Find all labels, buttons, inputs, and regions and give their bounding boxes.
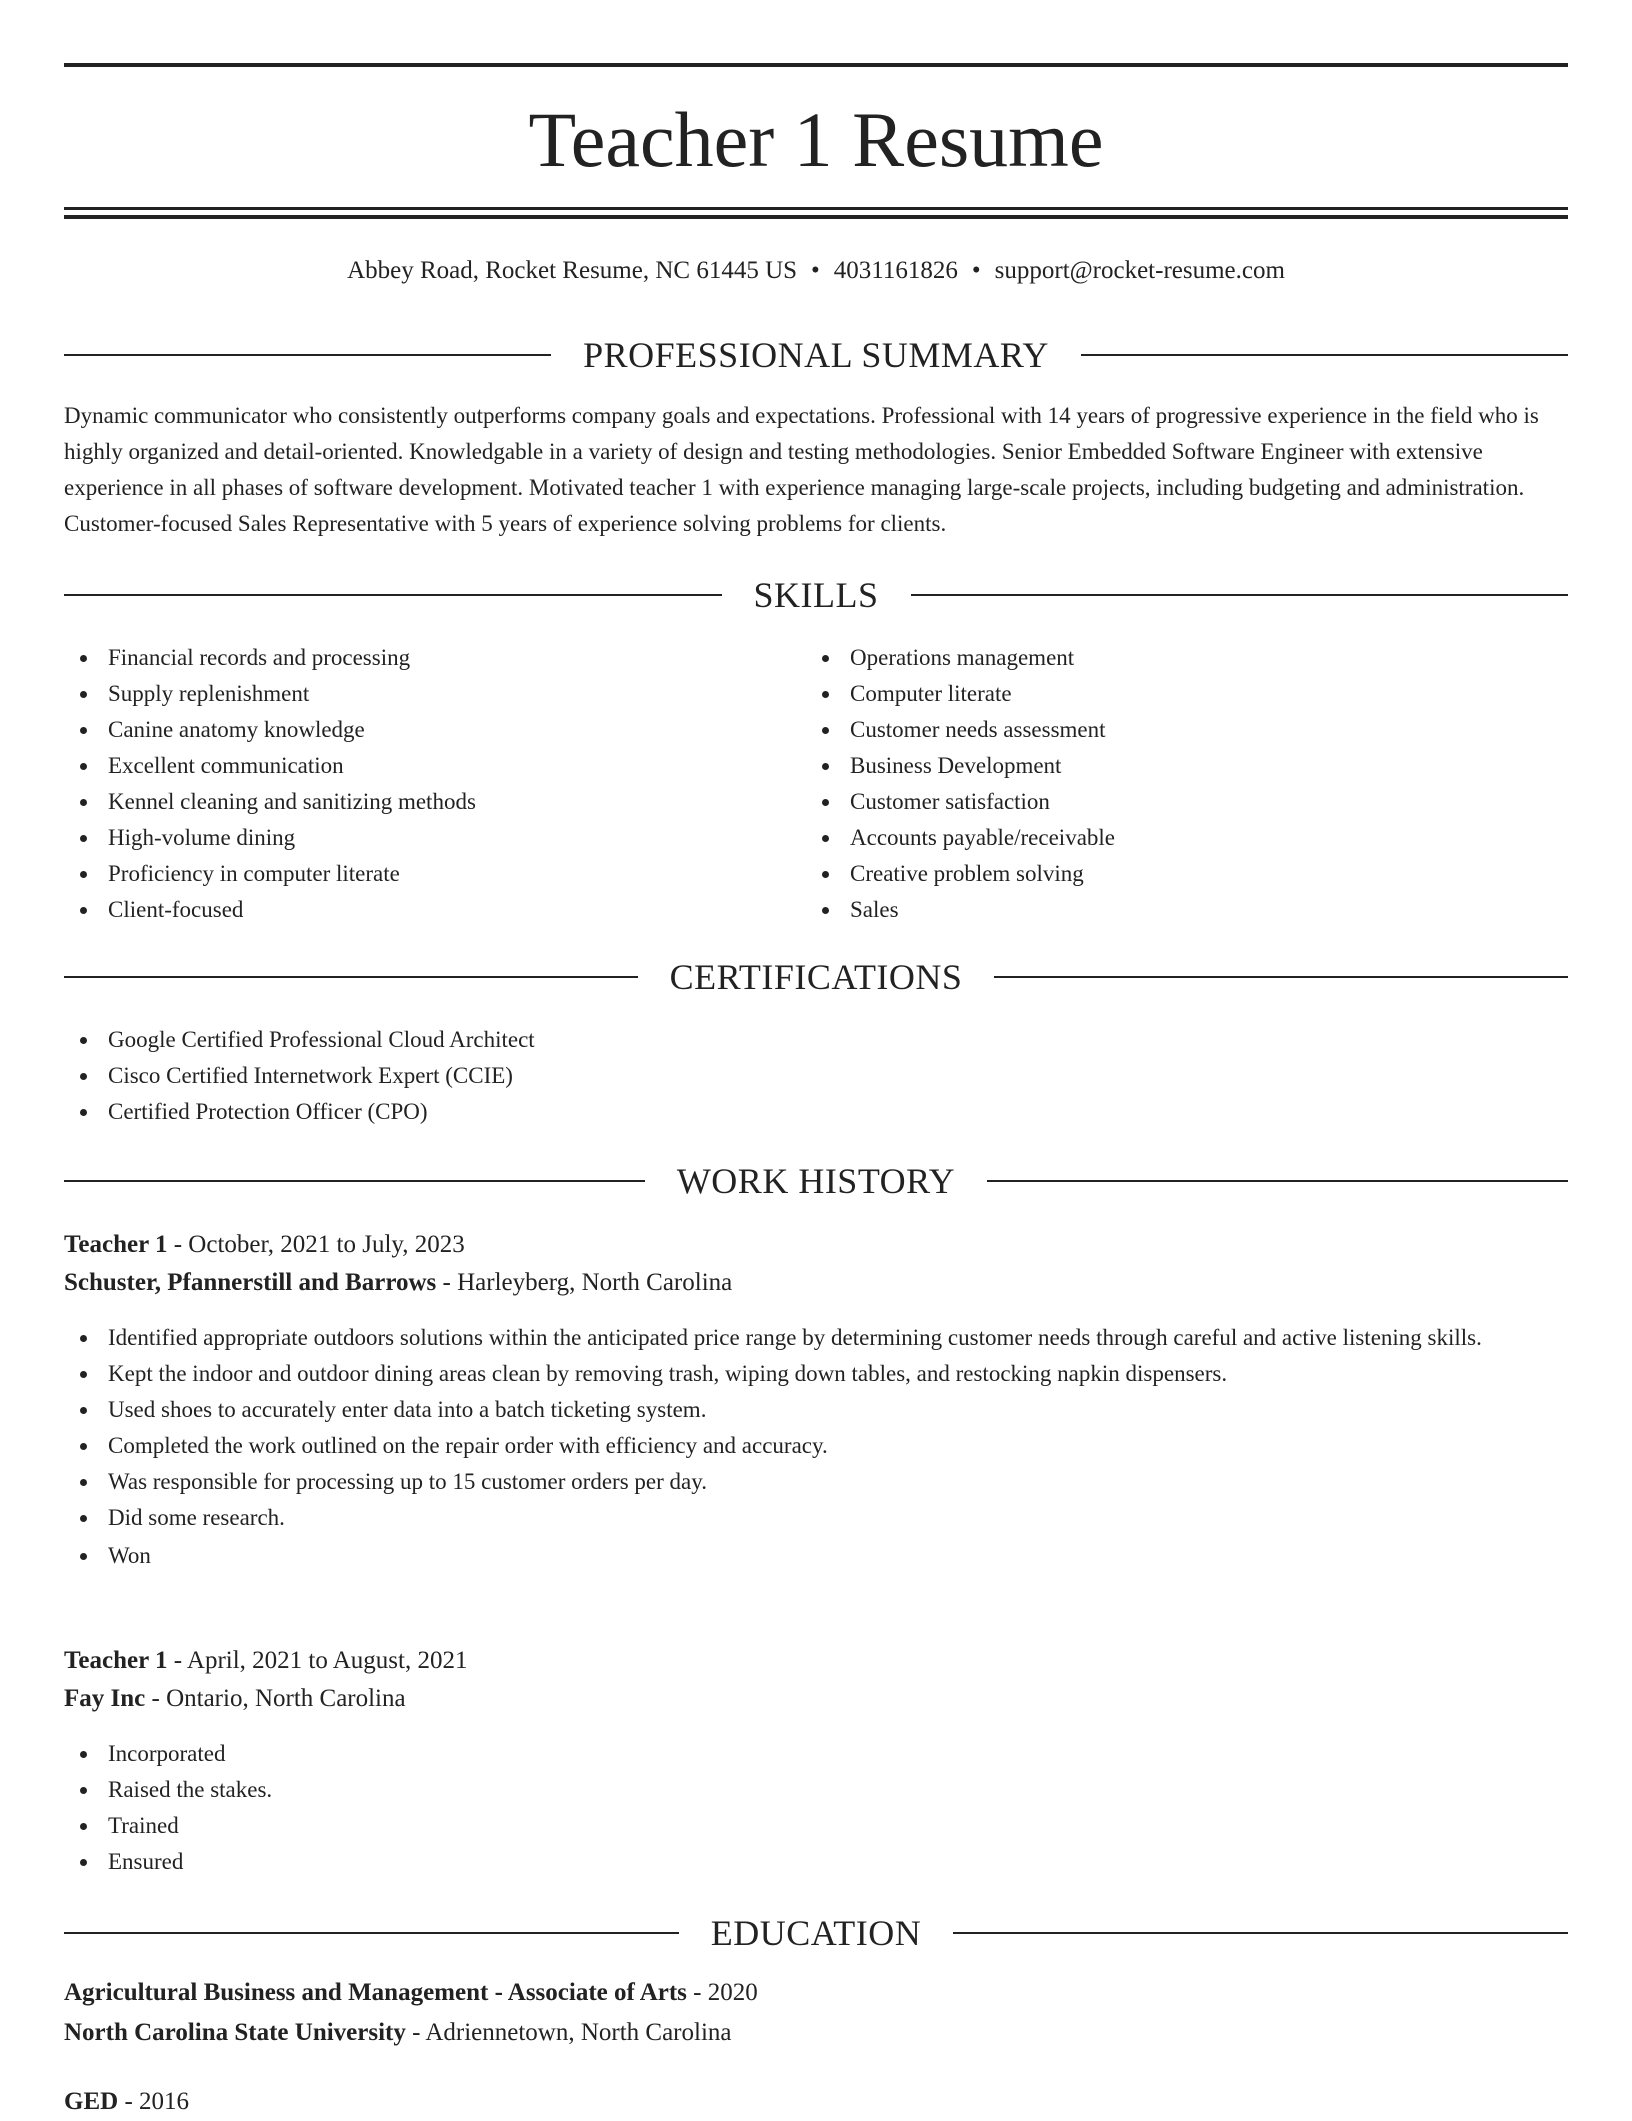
section-title: WORK HISTORY [676, 1161, 956, 1201]
heading-rule [64, 1932, 679, 1934]
job-location: - Harleyberg, North Carolina [436, 1269, 733, 1296]
education-year: - 2020 [686, 1979, 758, 2006]
job-bullet: Did some research. [64, 1500, 1568, 1536]
skill-item: Creative problem solving [806, 856, 1546, 892]
skill-item: High-volume dining [64, 820, 804, 856]
job-title-line [64, 1226, 1568, 1264]
education-school-line [64, 2014, 1568, 2052]
title-rule-lower [64, 215, 1568, 219]
skill-item: Excellent communication [64, 748, 804, 784]
job-bullet: Won [64, 1538, 1568, 1574]
job-bullets [64, 1320, 1568, 1574]
skill-item: Kennel cleaning and sanitizing methods [64, 784, 804, 820]
skill-item: Financial records and processing [64, 640, 804, 676]
certifications-list [64, 1022, 1568, 1130]
heading-rule [987, 1180, 1568, 1182]
skill-item: Supply replenishment [64, 676, 804, 712]
contact-email[interactable]: support@rocket-resume.com [994, 257, 1285, 284]
skill-item: Business Development [806, 748, 1546, 784]
contact-phone[interactable]: 4031161826 [833, 257, 958, 284]
heading-rule [994, 976, 1568, 978]
skill-item: Computer literate [806, 676, 1546, 712]
job-bullet: Ensured [64, 1844, 1568, 1880]
job-bullet: Kept the indoor and outdoor dining areas clean by removing trash, wiping down tables, and restocking napkin dispensers. [64, 1356, 1568, 1392]
job-company: Schuster, Pfannerstill and Barrows [64, 1269, 437, 1296]
certification-item: Google Certified Professional Cloud Architect [64, 1022, 1568, 1058]
heading-rule [64, 1180, 645, 1182]
job-bullet: Identified appropriate outdoors solutions within the anticipated price range by determining customer needs through careful and active listening skills. [64, 1320, 1568, 1356]
education-location: - Adriennetown, North Carolina [405, 2019, 732, 2046]
skills-list-right [806, 640, 1546, 928]
education-degree: GED [64, 2088, 119, 2115]
job-dates: - April, 2021 to August, 2021 [167, 1647, 468, 1674]
education-degree-line [64, 1974, 1568, 2012]
heading-rule [1081, 354, 1568, 356]
heading-rule [953, 1932, 1568, 1934]
education-year: - 2016 [118, 2088, 190, 2115]
job-bullet: Trained [64, 1808, 1568, 1844]
skill-item: Proficiency in computer literate [64, 856, 804, 892]
job-company-line [64, 1264, 1568, 1302]
heading-rule [64, 354, 551, 356]
education-degree-line [64, 2083, 1568, 2121]
contact-line [64, 253, 1568, 289]
heading-rule [911, 594, 1569, 596]
heading-rule [64, 594, 722, 596]
job-bullet: Incorporated [64, 1736, 1568, 1772]
section-title: CERTIFICATIONS [669, 957, 963, 997]
section-heading-work-history [64, 1159, 1568, 1203]
heading-rule [64, 976, 638, 978]
skill-item: Accounts payable/receivable [806, 820, 1546, 856]
education-degree: Agricultural Business and Management - Associate of Arts [64, 1979, 687, 2006]
contact-separator: • [971, 257, 981, 284]
job-bullet: Raised the stakes. [64, 1772, 1568, 1808]
section-title: PROFESSIONAL SUMMARY [583, 335, 1049, 375]
certification-item: Cisco Certified Internetwork Expert (CCIE) [64, 1058, 1568, 1094]
section-heading-skills [64, 573, 1568, 617]
skill-item: Customer needs assessment [806, 712, 1546, 748]
job-dates: - October, 2021 to July, 2023 [167, 1231, 465, 1258]
section-heading-education [64, 1911, 1568, 1955]
summary-text: Dynamic communicator who consistently outperforms company goals and expectations. Professional with 14 years of progressive experience in the field who is highly organized and detail-oriented. Knowledgable in a variety of design and testing methodologies. Senior Embedded Software Engineer with extensive experience in all phases of software development. Motivated teacher 1 with experience managing large-scale projects, including budgeting and administration. Customer-focused Sales Representative with 5 years of experience solving problems for clients. [64, 403, 1539, 536]
job-bullets [64, 1736, 1568, 1880]
section-title: SKILLS [753, 575, 879, 615]
section-heading-certifications [64, 955, 1568, 999]
title-rule-upper [64, 207, 1568, 210]
job-title: Teacher 1 [64, 1231, 168, 1258]
job-location: - Ontario, North Carolina [145, 1685, 406, 1712]
job-title-line [64, 1642, 1568, 1680]
skill-item: Canine anatomy knowledge [64, 712, 804, 748]
job-bullet: Used shoes to accurately enter data into a batch ticketing system. [64, 1392, 1568, 1428]
contact-address: Abbey Road, Rocket Resume, NC 61445 US [347, 257, 798, 284]
job-company-line [64, 1680, 1568, 1718]
education-school: North Carolina State University [64, 2019, 406, 2046]
skill-item: Customer satisfaction [806, 784, 1546, 820]
section-title: EDUCATION [710, 1913, 922, 1953]
top-rule [64, 63, 1568, 67]
skills-list-left [64, 640, 804, 928]
job-bullet: Completed the work outlined on the repair order with efficiency and accuracy. [64, 1428, 1568, 1464]
section-heading-summary [64, 333, 1568, 377]
skill-item: Client-focused [64, 892, 804, 928]
skill-item: Operations management [806, 640, 1546, 676]
job-bullet: Was responsible for processing up to 15 customer orders per day. [64, 1464, 1568, 1500]
contact-separator: • [811, 257, 820, 284]
job-company: Fay Inc [64, 1685, 146, 1712]
skill-item: Sales [806, 892, 1546, 928]
certification-item: Certified Protection Officer (CPO) [64, 1094, 1568, 1130]
job-title: Teacher 1 [64, 1647, 168, 1674]
resume-title: Teacher 1 Resume [528, 96, 1104, 183]
